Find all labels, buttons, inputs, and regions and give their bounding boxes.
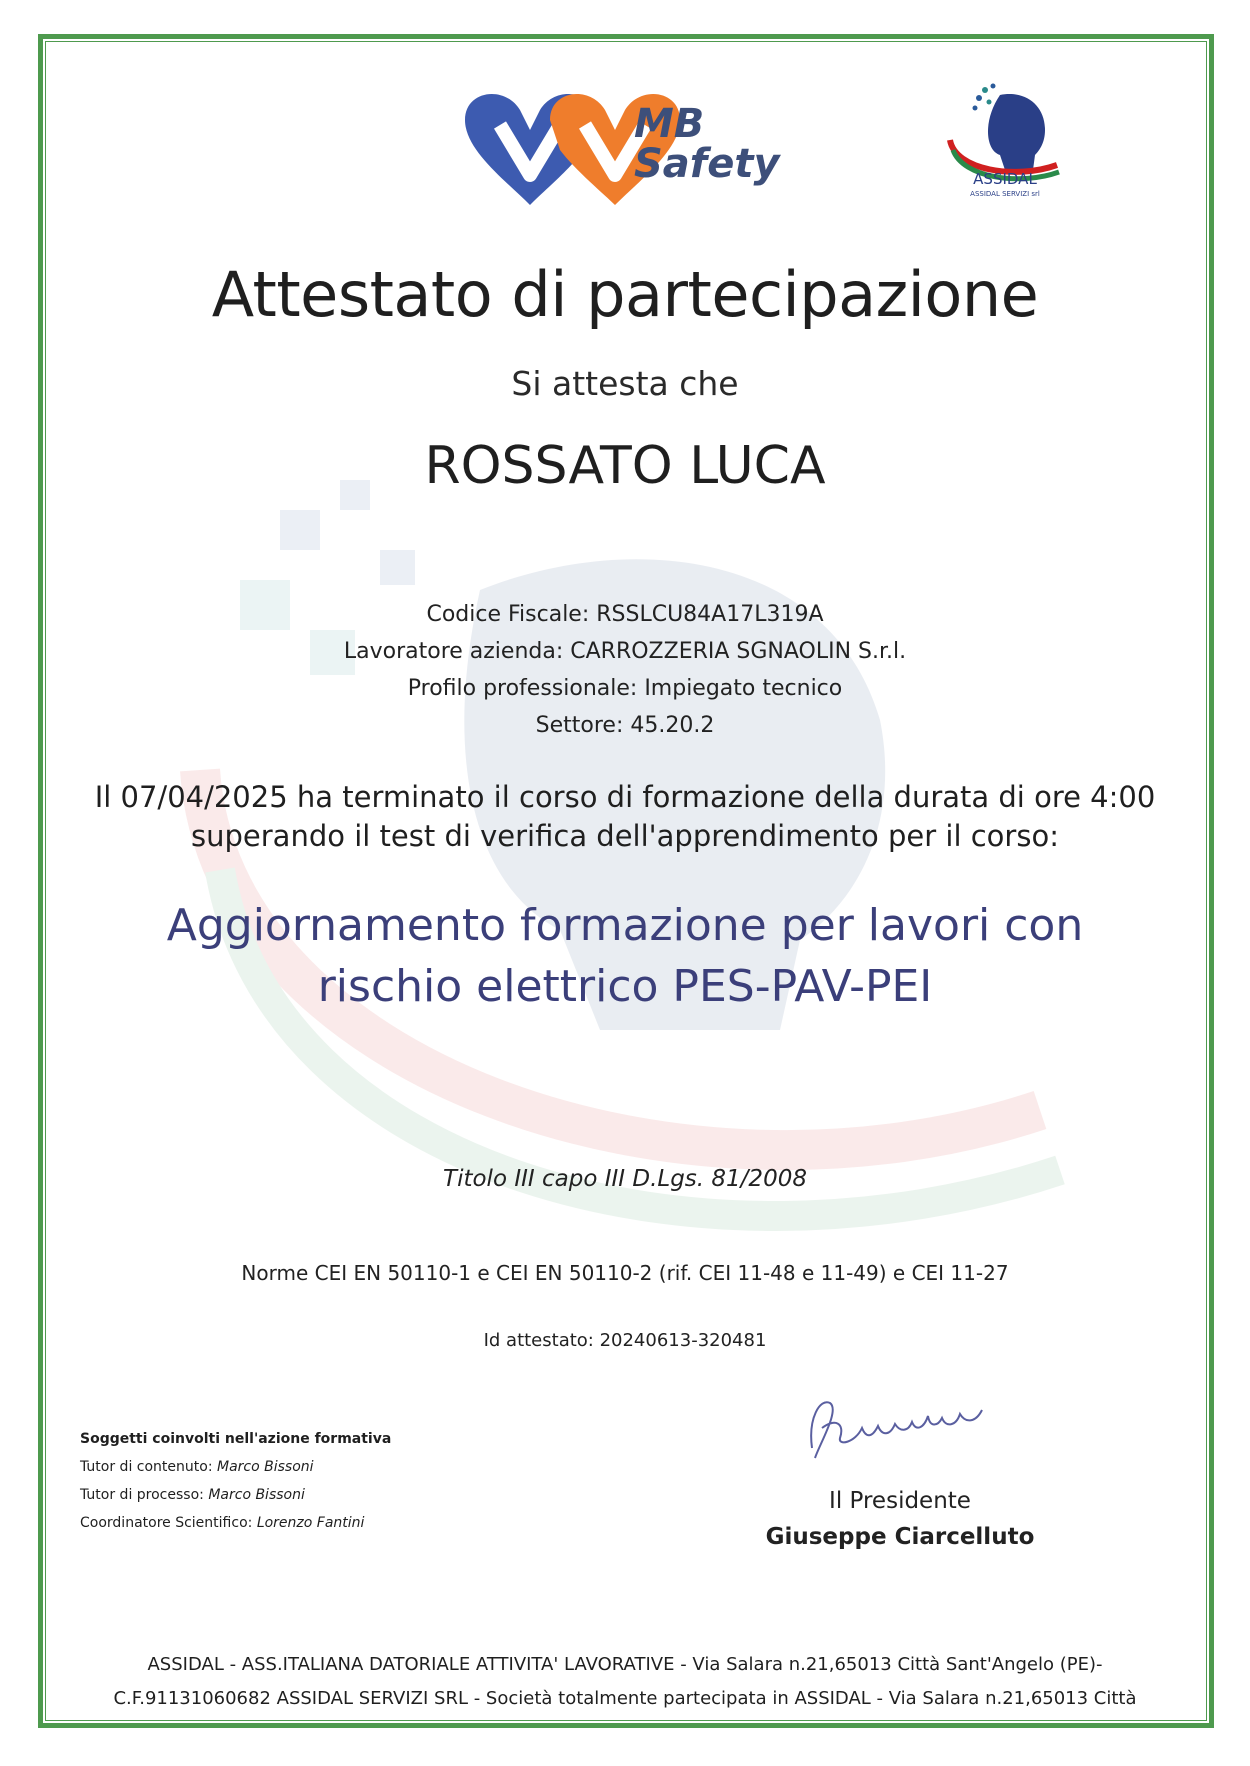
course-title: Aggiornamento formazione per lavori con rischio elettrico PES-PAV-PEI	[166, 900, 1084, 1012]
azienda: Lavoratore azienda: CARROZZERIA SGNAOLIN S.r.l.	[343, 639, 907, 664]
signatory-name: Giuseppe Ciarcelluto	[765, 1524, 1035, 1550]
assidal-logo-subtitle: ASSIDAL SERVIZI srl	[970, 190, 1040, 198]
attesta-text: Si attesta che	[511, 364, 739, 403]
training-subjects	[80, 1425, 391, 1537]
footer	[60, 1648, 1190, 1716]
participant-details	[0, 596, 1250, 744]
tutor-contenuto: Tutor di contenuto: Marco Bissoni	[80, 1459, 314, 1475]
mb-safety-wordmark: MB Safety	[634, 101, 780, 187]
assidal-logo-name: ASSIDAL	[973, 170, 1037, 188]
president-signature	[800, 1388, 1000, 1468]
settore: Settore: 45.20.2	[535, 713, 715, 738]
profilo-professionale: Profilo professionale: Impiegato tecnico	[407, 676, 843, 701]
signatory-role: Il Presidente	[829, 1488, 971, 1514]
certificate-id: Id attestato: 20240613-320481	[483, 1330, 767, 1351]
subjects-heading: Soggetti coinvolti nell'azione formativa	[80, 1431, 392, 1447]
completion-statement: Il 07/04/2025 ha terminato il corso di formazione della durata di ore 4:00 superando il test di verifica dell'apprendimento per il corso:	[94, 780, 1156, 853]
participant-name: ROSSATO LUCA	[424, 436, 826, 496]
coordinatore-scientifico: Coordinatore Scientifico: Lorenzo Fantini	[80, 1515, 365, 1531]
certificate-title: Attestato di partecipazione	[211, 258, 1039, 331]
legal-reference: Titolo III capo III D.Lgs. 81/2008	[443, 1166, 807, 1192]
tutor-processo: Tutor di processo: Marco Bissoni	[80, 1487, 305, 1503]
standards-reference: Norme CEI EN 50110-1 e CEI EN 50110-2 (rif. CEI 11-48 e 11-49) e CEI 11-27	[241, 1261, 1009, 1285]
codice-fiscale: Codice Fiscale: RSSLCU84A17L319A	[426, 602, 824, 627]
footer-line-1: ASSIDAL - ASS.ITALIANA DATORIALE ATTIVITA' LAVORATIVE - Via Salara n.21,65013 Città Sant'Angelo (PE)-	[147, 1654, 1103, 1675]
footer-line-2: C.F.91131060682 ASSIDAL SERVIZI SRL - Società totalmente partecipata in ASSIDAL - Via Salara n.21,65013 Città	[113, 1688, 1137, 1709]
